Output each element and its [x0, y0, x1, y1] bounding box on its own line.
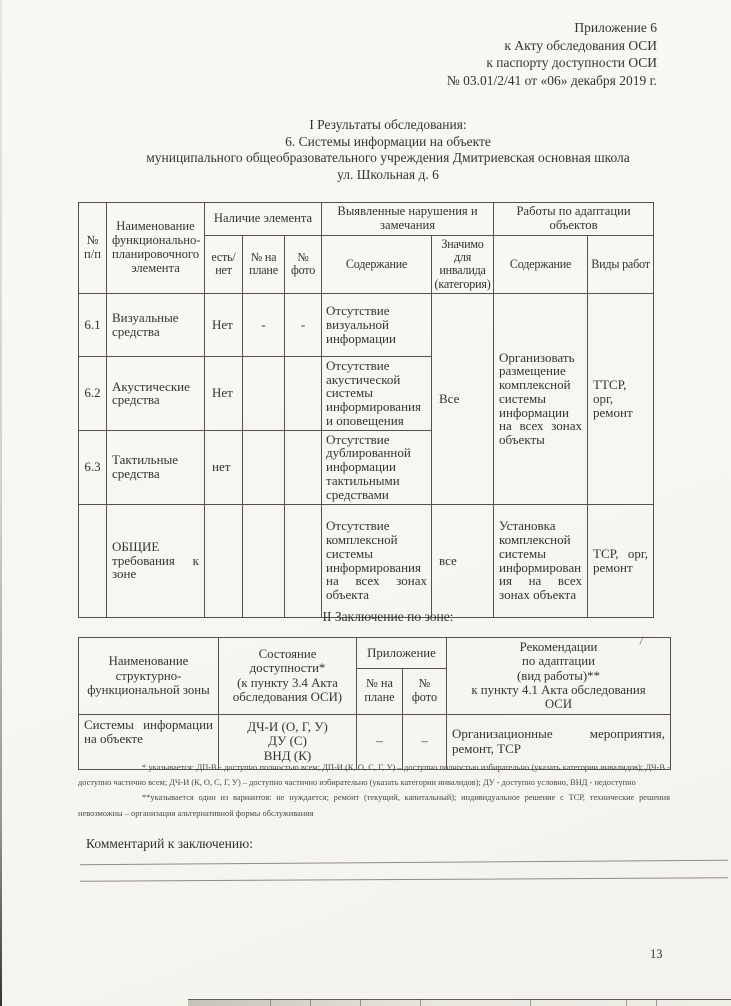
cell-photo	[285, 356, 322, 430]
cell-work-types-merged: ТТСР, орг, ремонт	[588, 293, 654, 504]
col-header-work-content: Содержание	[494, 235, 588, 293]
next-page-column-tick	[270, 999, 271, 1006]
cell-significance-merged: Все	[432, 293, 494, 504]
institution-name: муниципального общеобразовательного учреждения Дмитриевская основная школа	[146, 150, 630, 165]
survey-results-table	[78, 202, 654, 618]
col-header-presence: есть/ нет	[205, 235, 243, 293]
col-header-recommendation	[447, 638, 671, 715]
footnote-accessibility-codes: * указывается: ДП-В - доступно полностью всем; ДП-И (К, О, С, Г, У) – доступно полностью избирательно (указать категории инвалидов); ДЧ-В - доступно частично всем; ДЧ-И (К, О, С, Г, У) – доступно частично избирательно (указать категории инвалидов); ДУ - доступно условно, ВНД - недоступно	[78, 763, 670, 788]
col-header-zone: Наименование структурно-функциональной зоны	[79, 638, 219, 715]
col-group-adaptation: Работы по адаптации объектов	[494, 203, 654, 236]
section1-title: I Результаты обследования:	[309, 117, 467, 132]
letterhead-line: к паспорту доступности ОСИ	[486, 55, 657, 70]
cell-num: 6.2	[79, 356, 107, 430]
letterhead	[447, 19, 657, 89]
cell-work-types: ТСР, орг, ремонт	[588, 504, 654, 617]
section2-title: II Заключение по зоне:	[322, 609, 454, 624]
comment-line	[80, 877, 728, 881]
cell-photo: -	[285, 293, 322, 356]
cell-element-name: ОБЩИЕ требования к зоне	[107, 504, 205, 617]
cell-presence: нет	[205, 430, 243, 504]
cell-photo	[285, 430, 322, 504]
cell-element-name: Визуальные средства	[107, 293, 205, 356]
col-header-accessibility	[219, 638, 357, 715]
cell-work-content: Установка комплексной системы информирования на всех зонах объекта	[494, 504, 588, 617]
next-page-column-tick	[530, 999, 531, 1006]
address-line: ул. Школьная д. 6	[337, 166, 439, 182]
scan-edge-shadow	[0, 0, 2, 1006]
footnote-work-variants: **указывается один из вариантов: не нуждается; ремонт (текущий, капитальный); индивидуальное решение с ТСР, технические решения невозможны – организация альтернативной формы обслуживания	[78, 793, 670, 818]
cell-violation: Отсутствие дублированной информации тактильными средствами	[322, 430, 432, 504]
conclusion-table	[78, 637, 671, 770]
recommendation-header-line: Рекомендации	[519, 640, 598, 654]
col-header-plan: № на плане	[357, 668, 403, 714]
col-group-violations: Выявленные нарушения и замечания	[322, 203, 494, 236]
cell-plan: -	[243, 293, 285, 356]
accessibility-header-line: (к пункту 3.4 Акта	[237, 675, 338, 690]
accessibility-header-line: Состояние доступности*	[249, 647, 326, 676]
accessibility-value-line: ДУ (С)	[268, 733, 307, 749]
accessibility-value-line: ДЧ-И (О, Г, У)	[247, 718, 328, 734]
col-header-significance: Значимо для инвалида (категория)	[432, 235, 494, 293]
col-header-plan: № на плане	[243, 235, 285, 293]
cell-element-name: Акустические средства	[107, 356, 205, 430]
letterhead-line: к Акту обследования ОСИ	[504, 37, 657, 53]
table-row-totals	[79, 504, 654, 617]
cell-num: 6.1	[79, 293, 107, 356]
cell-num	[79, 504, 107, 617]
next-page-column-tick	[420, 999, 421, 1006]
col-header-photo: № фото	[285, 235, 322, 293]
cell-photo	[285, 504, 322, 617]
table-row	[79, 293, 654, 356]
cell-plan	[243, 356, 285, 430]
next-page-column-tick	[626, 999, 627, 1006]
col-group-appendix: Приложение	[357, 638, 447, 669]
cell-presence	[205, 504, 243, 617]
col-group-presence: Наличие элемента	[205, 203, 322, 236]
comment-line	[80, 860, 728, 866]
recommendation-header-line: (вид работы)**	[517, 668, 600, 683]
next-page-table-edge	[188, 999, 731, 1006]
accessibility-value-line: ВНД (К)	[263, 747, 312, 763]
comment-label: Комментарий к заключению:	[86, 836, 253, 851]
cell-zone: Системы информации на объекте	[79, 714, 219, 769]
next-page-column-tick	[310, 999, 311, 1006]
cell-plan	[243, 504, 285, 617]
cell-recommendation: Организационные мероприятия, ремонт, ТСР	[447, 714, 671, 769]
col-header-work-types: Виды работ	[588, 235, 654, 293]
cell-violation: Отсутствие визуальной информации	[322, 293, 432, 356]
document-number-line: № 03.01/2/41 от «06» декабря 2019 г.	[446, 72, 657, 88]
cell-work-content-merged: Организовать размещение комплексной системы информации на всех зонах объекты	[494, 293, 588, 504]
cell-num: 6.3	[79, 430, 107, 504]
cell-significance: все	[432, 504, 494, 617]
next-page-column-tick	[360, 999, 361, 1006]
cell-plan: –	[357, 714, 403, 769]
recommendation-header-line: к пункту 4.1 Акта обследования	[471, 682, 646, 697]
col-header-element-name: Наименование функционально-планировочного элемента	[107, 203, 205, 294]
recommendation-header-line: по адаптации	[522, 654, 595, 669]
cell-presence: Нет	[205, 293, 243, 356]
object-subtitle: 6. Системы информации на объекте	[285, 133, 491, 149]
col-header-num: № п/п	[79, 203, 107, 294]
next-page-column-tick	[656, 999, 657, 1006]
cell-presence: Нет	[205, 356, 243, 430]
cell-photo: –	[403, 714, 447, 769]
col-header-violation-content: Содержание	[322, 235, 432, 293]
accessibility-header-line: обследования ОСИ)	[232, 690, 343, 705]
cell-violation: Отсутствие комплексной системы информирования на всех зонах объекта	[322, 504, 432, 617]
cell-violation: Отсутствие акустической системы информирования и оповещения	[322, 356, 432, 430]
recommendation-header-line: ОСИ	[544, 697, 573, 712]
cell-element-name: Тактильные средства	[107, 430, 205, 504]
document-title	[58, 117, 718, 183]
letterhead-line: Приложение 6	[574, 20, 657, 35]
cell-plan	[243, 430, 285, 504]
page-number: 13	[650, 947, 663, 961]
col-header-photo: № фото	[403, 668, 447, 714]
footnotes	[78, 760, 670, 821]
